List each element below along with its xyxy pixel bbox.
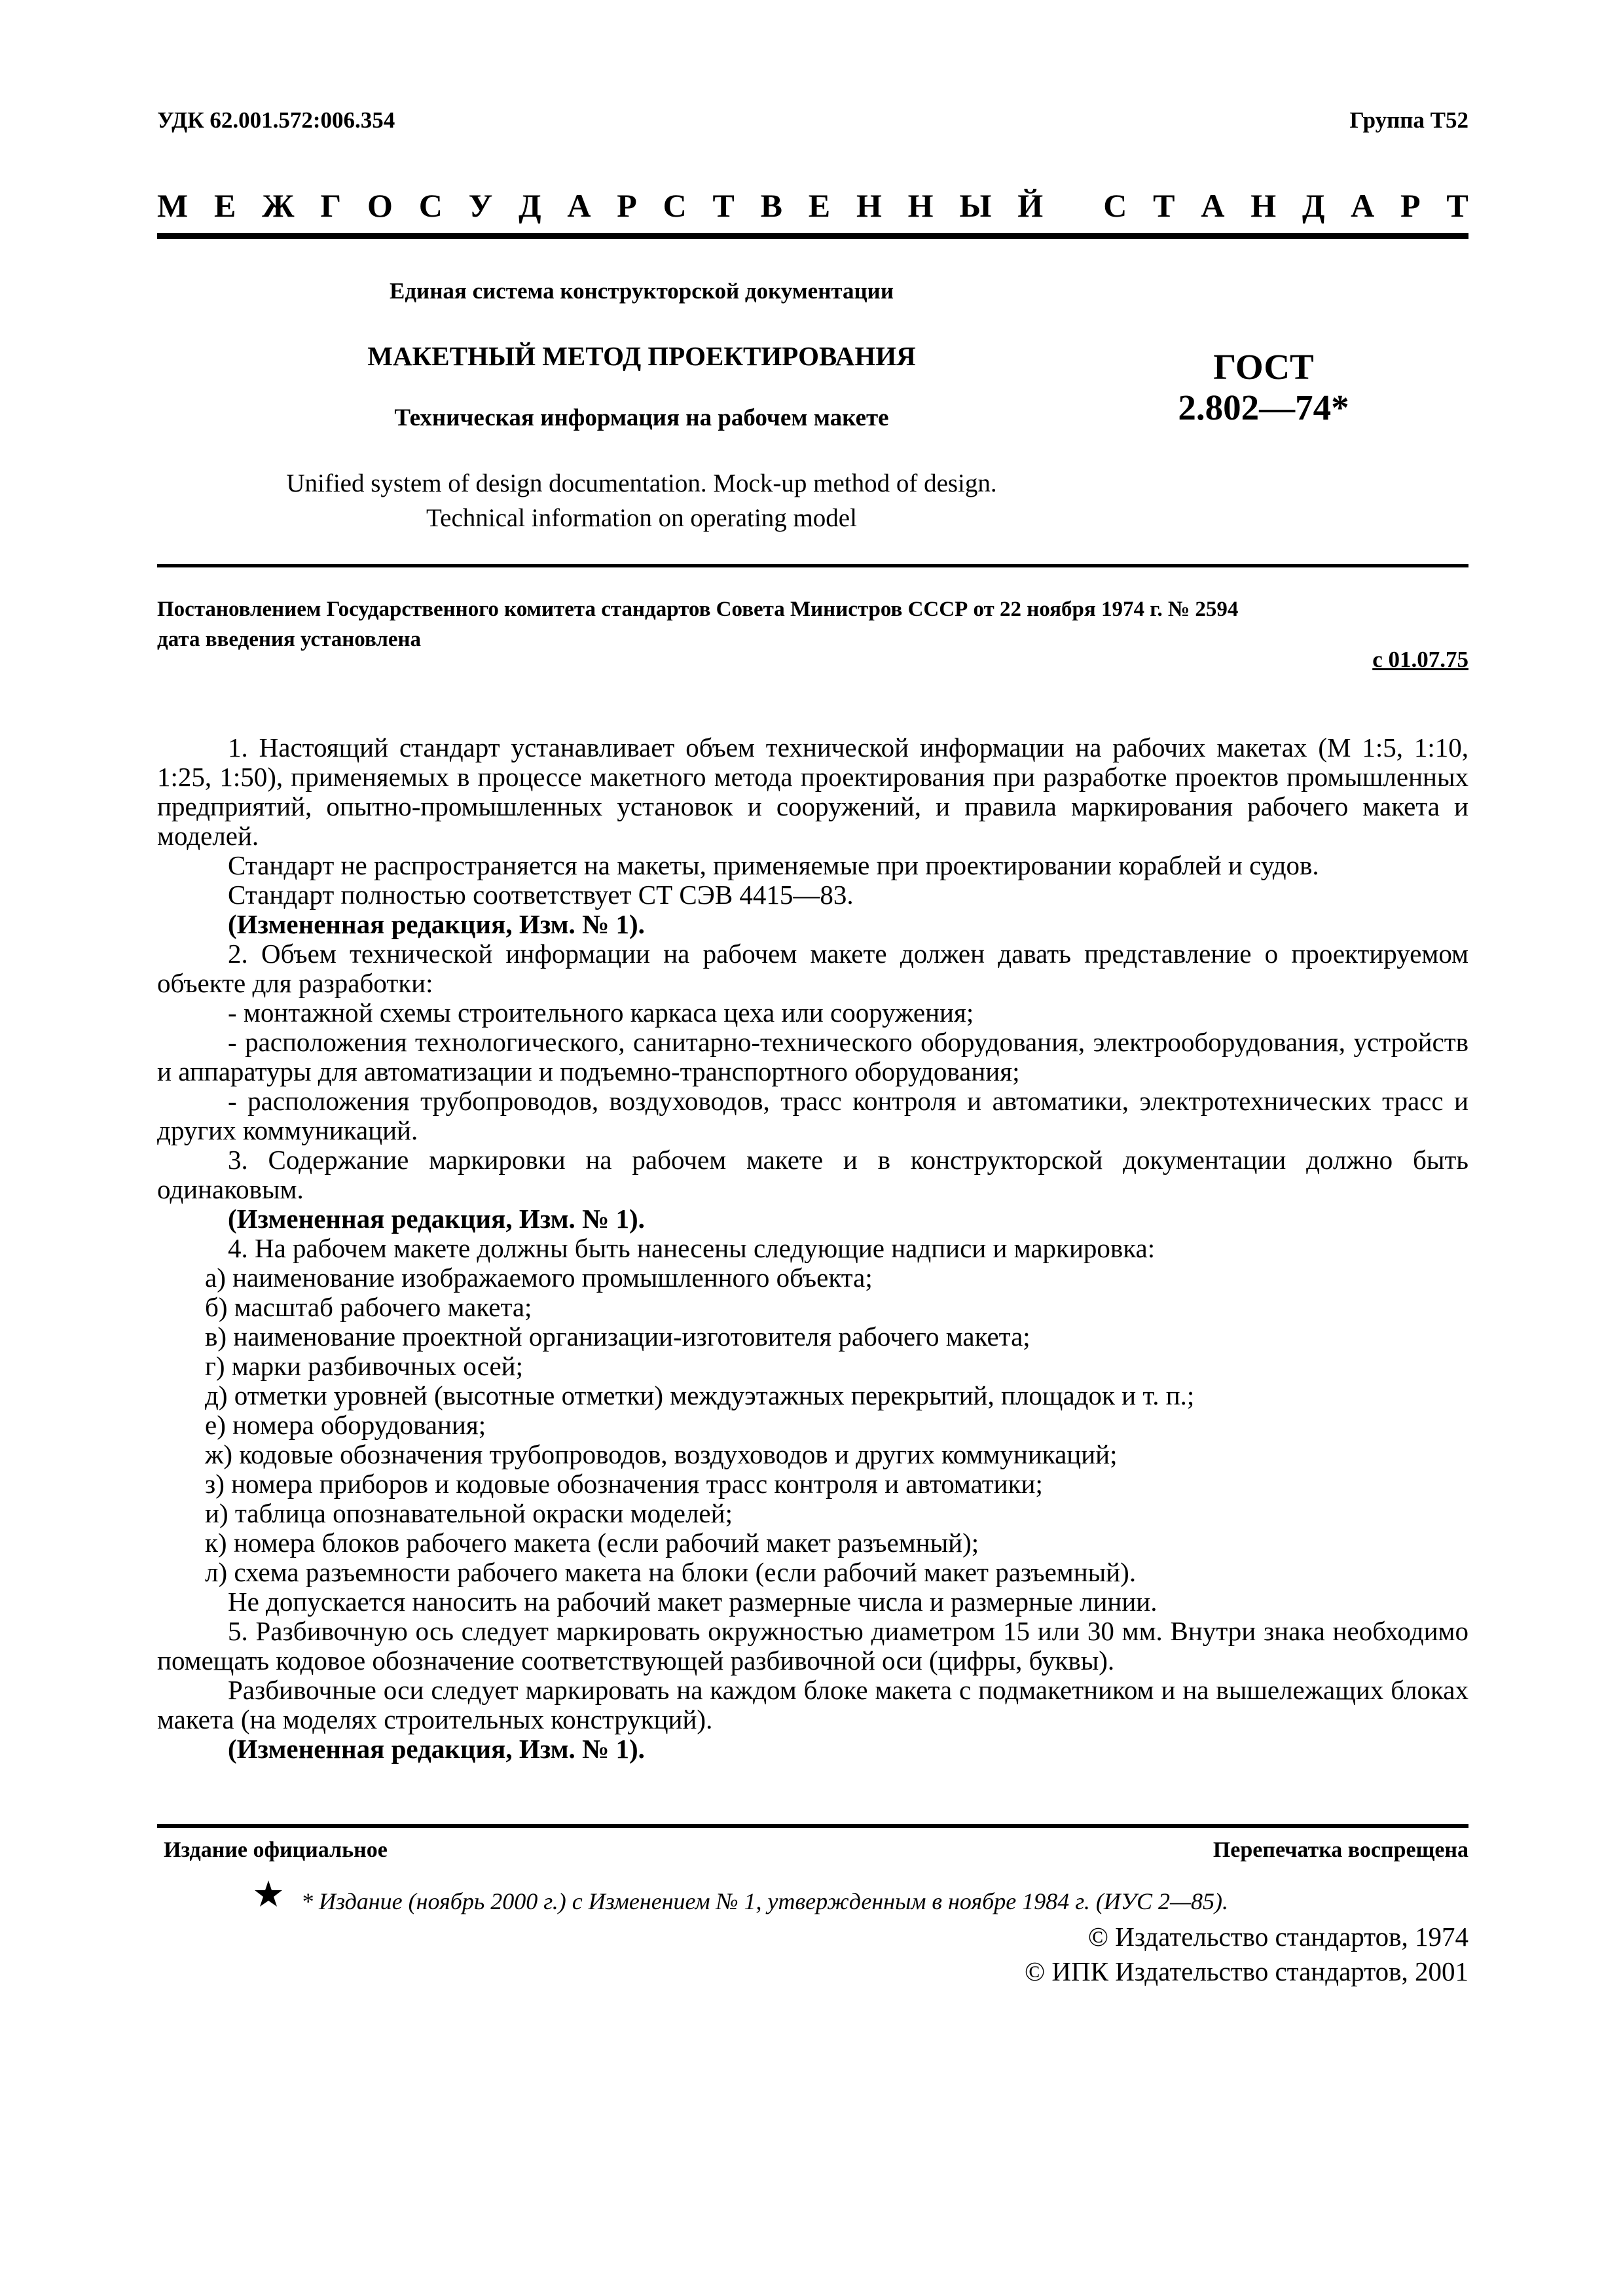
banner-letter: Й: [1017, 187, 1044, 224]
gost-label: ГОСТ: [1213, 347, 1314, 387]
list-item: - монтажной схемы строительного каркаса цеха или сооружения;: [228, 997, 974, 1028]
paragraph: Разбивочные оси следует маркировать на каждом блоке макета с подмакетником и на вышележащих блоках макета (на моделях строительных конструкций).: [157, 1675, 1468, 1734]
banner-letter: Ы: [959, 187, 992, 224]
series-title: Единая система конструкторской документации: [390, 278, 894, 304]
list-item: л) схема разъемности рабочего макета на блоки (если рабочий макет разъемный).: [205, 1557, 1137, 1587]
intro-date-label: дата введения установлена: [157, 628, 422, 651]
decree-block: [157, 594, 1468, 655]
banner-letter: А: [1201, 187, 1225, 224]
paragraph: 3. Содержание маркировки на рабочем макете и в конструкторской документации должно быть одинаковым.: [157, 1145, 1468, 1204]
list-item: в) наименование проектной организации-изготовителя рабочего макета;: [205, 1321, 1030, 1352]
banner-gap: [1069, 187, 1078, 224]
list-item: з) номера приборов и кодовые обозначения трасс контроля и автоматики;: [205, 1469, 1043, 1499]
list-item: д) отметки уровней (высотные отметки) междуэтажных перекрытий, площадок и т. п.;: [205, 1380, 1195, 1410]
banner-letter: У: [468, 187, 493, 224]
banner-letter: Е: [214, 187, 236, 224]
interstate-standard-banner: [157, 187, 1468, 224]
banner-letter: С: [663, 187, 687, 224]
bottom-rule: [157, 1824, 1468, 1828]
list-item: е) номера оборудования;: [205, 1410, 486, 1440]
gost-number: 2.802—74*: [1178, 387, 1349, 427]
copyright-line: © Издательство стандартов, 1974: [1087, 1922, 1468, 1952]
banner-letter: В: [760, 187, 782, 224]
star-icon: [254, 1880, 283, 1907]
banner-letter: Н: [1250, 187, 1277, 224]
english-title-line: Technical information on operating model: [426, 504, 857, 532]
amendment-note: (Измененная редакция, Изм. № 1).: [228, 1204, 645, 1234]
banner-letter: Т: [1446, 187, 1468, 224]
banner-letter: М: [157, 187, 189, 224]
banner-letter: С: [1103, 187, 1127, 224]
banner-letter: Ж: [262, 187, 295, 224]
banner-letter: А: [567, 187, 591, 224]
banner-letter: Р: [1400, 187, 1421, 224]
list-item: г) марки разбивочных осей;: [205, 1351, 524, 1381]
document-title: МАКЕТНЫЙ МЕТОД ПРОЕКТИРОВАНИЯ: [367, 341, 916, 371]
list-item: - расположения технологического, санитарно-технического оборудования, электрооборудования, устройств и аппаратуры для автоматизации и подъемно-транспортного оборудования;: [157, 1027, 1468, 1086]
paragraph: Не допускается наносить на рабочий макет размерные числа и размерные линии.: [228, 1587, 1158, 1617]
list-item: - расположения трубопроводов, воздуховодов, трасс контроля и автоматики, электротехнических трасс и других коммуникаций.: [157, 1086, 1468, 1145]
official-edition-label: Издание официальное: [164, 1838, 388, 1862]
document-subtitle: Техническая информация на рабочем макете: [394, 404, 889, 431]
banner-letter: Т: [1153, 187, 1175, 224]
list-item: б) масштаб рабочего макета;: [205, 1292, 532, 1322]
list-item: к) номера блоков рабочего макета (если рабочий макет разъемный);: [205, 1528, 979, 1558]
amendment-note: (Измененная редакция, Изм. № 1).: [228, 1734, 645, 1764]
paragraph: 4. На рабочем макете должны быть нанесены следующие надписи и маркировка:: [228, 1233, 1156, 1263]
paragraph: 5. Разбивочную ось следует маркировать окружностью диаметром 15 или 30 мм. Внутри знака необходимо помещать кодовое обозначение соответствующей разбивочной оси (цифры, буквы).: [157, 1616, 1468, 1676]
english-title: [216, 466, 1067, 535]
paragraph: 2. Объем технической информации на рабочем макете должен давать представление о проектируемом объекте для разработки:: [157, 939, 1468, 998]
copyright-line: © ИПК Издательство стандартов, 2001: [1024, 1956, 1468, 1986]
list-item: и) таблица опознавательной окраски моделей;: [205, 1498, 733, 1528]
list-item: ж) кодовые обозначения трубопроводов, воздуховодов и других коммуникаций;: [205, 1439, 1118, 1469]
banner-letter: А: [1351, 187, 1375, 224]
paragraph: 1. Настоящий стандарт устанавливает объем технической информации на рабочих макетах (М 1:5, 1:10, 1:25, 1:50), применяемых в процессе макетного метода проектирования при разработке проектов промышленных предприятий, опытно-промышленных установок и сооружений, и правила маркирования рабочего макета и моделей.: [157, 732, 1468, 851]
no-reprint-label: Перепечатка воспрещена: [1213, 1838, 1468, 1862]
banner-letter: О: [367, 187, 393, 224]
list-item: а) наименование изображаемого промышленного объекта;: [205, 1263, 873, 1293]
banner-letter: Н: [907, 187, 934, 224]
paragraph: Стандарт не распространяется на макеты, применяемые при проектировании кораблей и судов.: [228, 850, 1319, 880]
intro-date-value: с 01.07.75: [1372, 647, 1468, 672]
banner-letter: С: [418, 187, 443, 224]
amendment-note: (Измененная редакция, Изм. № 1).: [228, 909, 645, 939]
english-title-line: Unified system of design documentation. Mock-up method of design.: [286, 469, 997, 497]
group-code: Группа Т52: [1349, 107, 1468, 133]
middle-rule: [157, 564, 1468, 567]
banner-letter: Д: [519, 187, 541, 224]
edition-note: * Издание (ноябрь 2000 г.) с Изменением № 1, утвержденным в ноябре 1984 г. (ИУС 2—85).: [301, 1888, 1229, 1914]
udk-code: УДК 62.001.572:006.354: [157, 107, 395, 133]
banner-letter: Р: [617, 187, 637, 224]
banner-letter: Г: [320, 187, 342, 224]
banner-letter: Д: [1302, 187, 1325, 224]
banner-letter: Н: [856, 187, 882, 224]
top-rule: [157, 233, 1468, 239]
paragraph: Стандарт полностью соответствует СТ СЭВ 4415—83.: [228, 880, 854, 910]
banner-letter: Т: [712, 187, 735, 224]
decree-text: Постановлением Государственного комитета стандартов Совета Министров СССР от 22 ноября 1974 г. № 2594: [157, 598, 1239, 621]
gost-designation: [1152, 347, 1375, 428]
banner-letter: Е: [808, 187, 831, 224]
document-body: [157, 733, 1468, 1764]
